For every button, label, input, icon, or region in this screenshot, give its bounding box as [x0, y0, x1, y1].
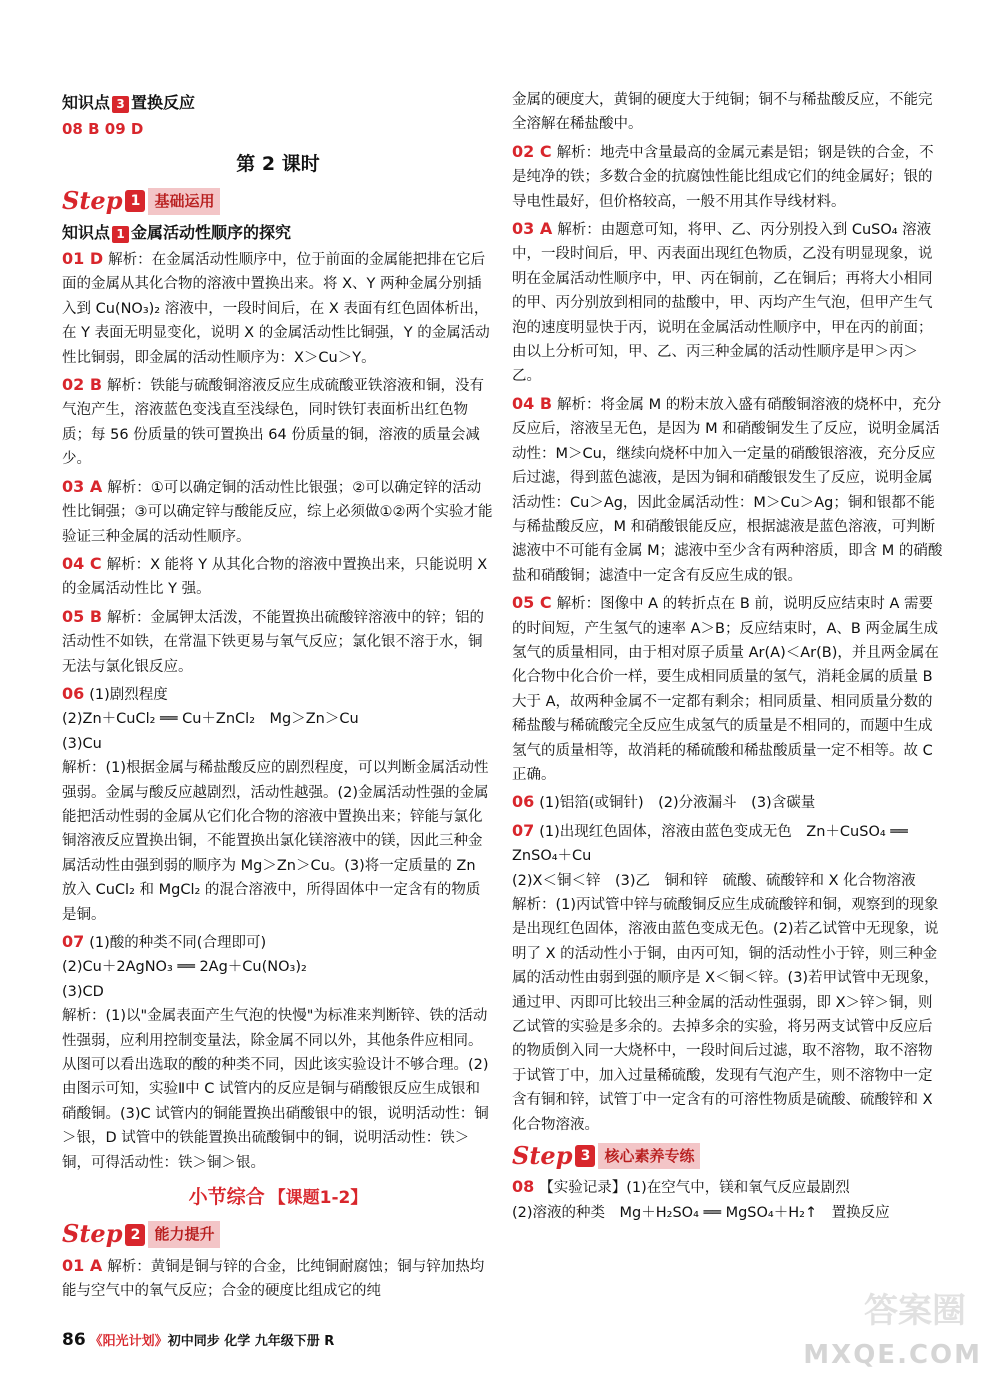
answer-item — [512, 790, 944, 815]
answer-item — [62, 930, 494, 1175]
answer-number: 07 — [512, 820, 535, 840]
answer-text: 解析：地壳中含量最高的金属元素是铝；钢是铁的合金，不是纯净的铁；多数合金的抗腐蚀性能比组成它们的纯金属好；银的导电性最好，但价格较高，一般不用其作导线材料。 — [512, 144, 934, 210]
answer-item — [512, 591, 944, 787]
right-answer-list — [512, 140, 944, 1137]
answer-number: 06 — [62, 683, 85, 703]
step-3-banner: Step 3 核心素养专练 — [512, 1143, 944, 1169]
answer-item — [62, 475, 494, 549]
answer-text: (1)铝箔(或铜针) (2)分液漏斗 (3)含碳量 — [539, 795, 816, 812]
section-summary-heading: 小节综合 【课题1-2】 — [188, 1186, 368, 1209]
step-1-banner: Step 1 基础运用 — [62, 188, 494, 214]
answer-text: (1)剧烈程度 (2)Zn＋CuCl₂ ══ Cu＋ZnCl₂ Mg＞Zn＞Cu (3)Cu 解析：(1)根据金属与稀盐酸反应的剧烈程度，可以判断金属活动性强弱。金属与酸反应越剧烈，活动性越强。(2)金属活动性强的金属能把活动性弱的金属从它们化合物的溶液中置换出来；锌能与氯化铜溶液反应置换出铜，不能置换出氯化镁溶液中的镁，因此三种金属活动性由强到弱的顺序为 Mg＞Zn＞Cu。(3)将一定质量的 Zn 放入 CuCl₂ 和 MgCl₂ 的混合溶液中，所得固体中一定含有的物质是铜。 — [62, 686, 489, 923]
answer-item — [512, 140, 944, 214]
answer-number: 07 — [62, 932, 85, 951]
answer-number: 06 — [512, 792, 535, 812]
section-heading-3: 知识点 3 置换反应 — [62, 93, 196, 112]
answer-item — [62, 605, 494, 679]
answer-text: 解析：铁能与硫酸铜溶液反应生成硫酸亚铁溶液和铜，没有气泡产生，溶液蓝色变浅直至浅绿色，同时铁钉表面析出红色物质；每 56 份质量的铁可置换出 64 份质量的铜，溶液的质量会减少。 — [62, 378, 485, 468]
section-number-badge: 3 — [112, 96, 129, 113]
page-number: 86 — [62, 1330, 86, 1350]
answer-number: 05 C — [512, 593, 552, 613]
left-column — [62, 88, 494, 1307]
answer-text: 解析：图像中 A 的转折点在 B 前，说明反应结束时 A 需要的时间短，产生氢气的速率 A＞B；反应结束时，A、B 两金属生成氢气的质量相同，由于相对原子质量 Ar(A)＜Ar(B)，并且两金属在化合物中化合价一样，要生成相同质量的氢气，消耗金属的质量 B 大于 A，故两种金属不一定都有剩余；相同质量、相同质量分数的稀盐酸与稀硫酸完全反应生成氢气的质量是不相同的，而题中生成氢气的质量相等，故消耗的稀硫酸和稀盐酸质量一定不相等。故 C 正确。 — [512, 596, 939, 783]
answer-text: (1)酸的种类不同(合理即可) (2)Cu＋2AgNO₃ ══ 2Ag＋Cu(NO₃)₂ (3)CD 解析：(1)以"金属表面产生气泡的快慢"为标准来判断锌、铁的活动性强弱，应利用控制变量法，除金属不同以外，其他条件应相同。从图可以看出选取的酸的种类不同，因此该实验设计不够合理。(2)由图示可知，实验Ⅱ中 C 试管内的反应是铜与硝酸银反应生成银和硝酸铜。(3)C 试管内的铜能置换出硝酸银中的银，说明活动性：铜＞银，D 试管中的铁能置换出硫酸铜中的铜，说明活动性：铁＞铜，可得活动性：铁＞铜＞银。 — [62, 935, 489, 1171]
answer-item — [62, 247, 494, 370]
answers-08-09: 08 B 09 D — [62, 120, 144, 139]
answer-number: 03 A — [512, 219, 553, 239]
answer-item — [512, 819, 944, 1137]
answer-item — [512, 217, 944, 389]
answer-text: 解析：X 能将 Y 从其化合物的溶液中置换出来，只能说明 X 的金属活动性比 Y 强。 — [62, 556, 488, 598]
answer-item — [62, 552, 494, 602]
answer-text: 解析：在金属活动性顺序中，位于前面的金属能把排在它后面的金属从其化合物的溶液中置换出来。将 X、Y 两种金属分别插入到 Cu(NO₃)₂ 溶液中，一段时间后，在 X 表面有红色固体析出，在 Y 表面无明显变化，说明 X 的金属活动性比铜强，Y 的金属活动性比铜弱，即金属的活动性顺序为：X＞Cu＞Y。 — [62, 252, 490, 366]
answer-item: 01 A 解析：黄铜是铜与锌的合金，比纯铜耐腐蚀；铜与锌加热均能与空气中的氧气反应；合金的硬度比组成它的纯 — [62, 1255, 485, 1300]
step-2-banner: Step 2 能力提升 — [62, 1221, 494, 1247]
left-answer-list — [62, 247, 494, 1175]
answer-text: 解析：金属钾太活泼，不能置换出硫酸锌溶液中的锌；铝的活动性不如铁，在常温下铁更易与氧气反应；氯化银不溶于水，铜无法与氯化银反应。 — [62, 609, 485, 675]
answer-item — [512, 392, 944, 588]
answer-number: 04 B — [512, 393, 553, 413]
answer-number: 04 C — [62, 553, 102, 573]
answer-text: (1)出现红色固体，溶液由蓝色变成无色 Zn＋CuSO₄ ══ ZnSO₄＋Cu (2)X＜铜＜锌 (3)乙 铜和锌 硫酸、硫酸锌和 X 化合物溶液 解析：(1)丙试管中锌与硫酸铜反应生成硫酸锌和铜，观察到的现象是出现红色固体，溶液由蓝色变成无色。(2)若乙试管中无现象，说明了 X 的活动性小于铜，由丙可知，铜的活动性小于锌，则三种金属的活动性由弱到强的顺序是 X＜铜＜锌。(3)若甲试管中无现象，通过甲、丙即可比较出三种金属的活动性强弱，即 X＞锌＞铜，则乙试管的实验是多余的。去掉多余的实验，将另两支试管中反应后的物质倒入同一大烧杯中，一段时间后过滤，取不溶物，取不溶物于试管丁中，加入过量稀硫酸，发现有气泡产生，则不溶物中一定含有铜和锌，试管丁中一定含有的可溶性物质是硫酸、硫酸锌和 X 化合物溶液。 — [512, 823, 939, 1133]
watermark-logo: 答案圈 MXQE.COM — [803, 1291, 982, 1370]
answer-item — [62, 682, 494, 927]
page-footer — [62, 1330, 334, 1350]
answer-text: 解析：①可以确定铜的活动性比银强；②可以确定锌的活动性比铜强；③可以确定锌与酸能反应，综上必须做①②两个实验才能验证三种金属的活动性顺序。 — [62, 479, 493, 545]
answer-number: 02 C — [512, 141, 552, 161]
answer-text: 解析：由题意可知，将甲、乙、丙分别投入到 CuSO₄ 溶液中，一段时间后，甲、丙表面出现红色物质，乙没有明显现象，说明在金属活动性顺序中，甲、丙在铜前，乙在铜后；再将大小相同的甲、丙分别放到相同的盐酸中，甲、丙均产生气泡，但甲产生气泡的速度明显快于丙，说明在金属活动性顺序中，甲在丙的前面；由以上分析可知，甲、乙、丙三种金属的活动性顺序是甲＞丙＞乙。 — [512, 222, 933, 385]
answer-number: 05 B — [62, 606, 103, 626]
answer-item — [62, 373, 494, 472]
answer-number: 01 D — [62, 249, 104, 269]
brand-name: 《阳光计划》 — [89, 1334, 168, 1349]
lesson-title: 第 2 课时 — [236, 152, 320, 175]
answer-number: 03 A — [62, 476, 103, 496]
answer-item: 08 【实验记录】(1)在空气中，镁和氧气反应最剧烈 (2)溶液的种类 Mg＋H₂SO₄ ══ MgSO₄＋H₂↑ 置换反应 — [512, 1177, 890, 1221]
continued-text: 金属的硬度大，黄铜的硬度大于纯铜；铜不与稀盐酸反应，不能完全溶解在稀盐酸中。 — [512, 92, 933, 133]
right-column — [512, 88, 944, 1228]
book-title: 初中同步 化学 九年级下册 R — [167, 1334, 335, 1349]
answer-text: 解析：将金属 M 的粉末放入盛有硝酸铜溶液的烧杯中，充分反应后，溶液呈无色，是因为 M 和硝酸铜发生了反应，说明金属活动性：M＞Cu，继续向烧杯中加入一定量的硝酸银溶液，充分反应后过滤，得到蓝色滤液，是因为铜和硝酸银发生了反应，说明金属活动性：Cu＞Ag，因此金属活动性：M＞Cu＞Ag；铜和银都不能与稀盐酸反应，M 和硝酸银能反应，根据滤液是蓝色溶液，可判断滤液中不可能有金属 M；滤液中至少含有两种溶质，即含 M 的硝酸盐和硝酸铜；滤渣中一定含有反应生成的银。 — [512, 396, 943, 584]
section-heading-1: 知识点 1 金属活动性顺序的探究 — [62, 222, 292, 242]
answer-number: 02 B — [62, 375, 103, 395]
